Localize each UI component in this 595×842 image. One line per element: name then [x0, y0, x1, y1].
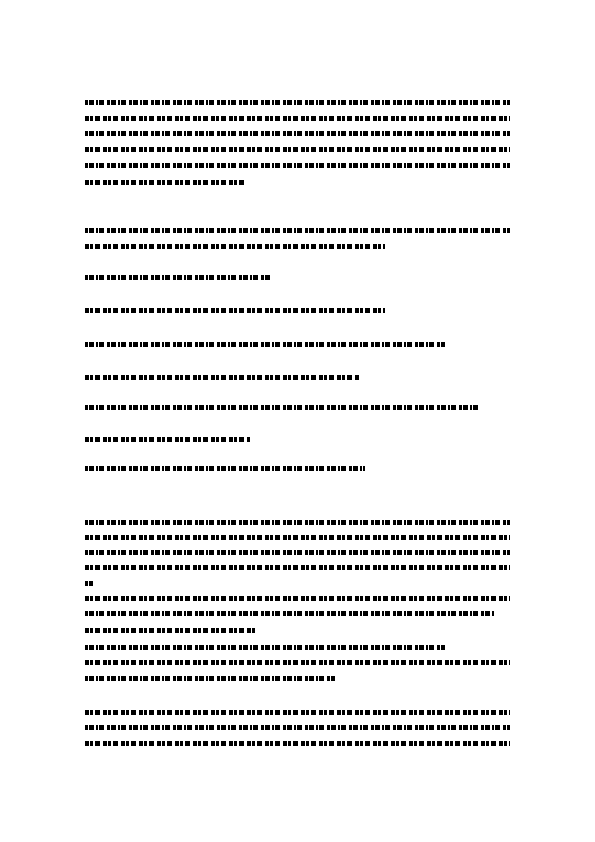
paragraph-1-line — [85, 147, 510, 152]
list-item — [85, 375, 360, 380]
paragraph-3-line — [85, 520, 510, 525]
paragraph-1-line — [85, 100, 510, 105]
list-item — [85, 275, 270, 280]
paragraph-1-line — [85, 131, 510, 136]
paragraph-4-line — [85, 710, 510, 715]
paragraph-1-line — [85, 116, 510, 121]
paragraph-3-line — [85, 660, 510, 665]
paragraph-3-line — [85, 628, 255, 633]
list-item — [85, 405, 480, 410]
paragraph-1-line — [85, 180, 245, 185]
paragraph-4-line — [85, 741, 510, 746]
list-item — [85, 342, 445, 347]
paragraph-1-line — [85, 163, 510, 168]
paragraph-3-line — [85, 676, 335, 681]
paragraph-3-line — [85, 535, 510, 540]
list-item — [85, 437, 250, 442]
list-item — [85, 466, 365, 471]
paragraph-3-line — [85, 565, 510, 570]
paragraph-3-line — [85, 611, 495, 616]
paragraph-3-line — [85, 645, 445, 650]
paragraph-3-line — [85, 581, 93, 586]
list-item — [85, 308, 385, 313]
paragraph-4-line — [85, 725, 510, 730]
paragraph-3-line — [85, 596, 510, 601]
paragraph-2-line — [85, 244, 385, 249]
paragraph-3-line — [85, 550, 510, 555]
paragraph-2-line — [85, 228, 510, 233]
